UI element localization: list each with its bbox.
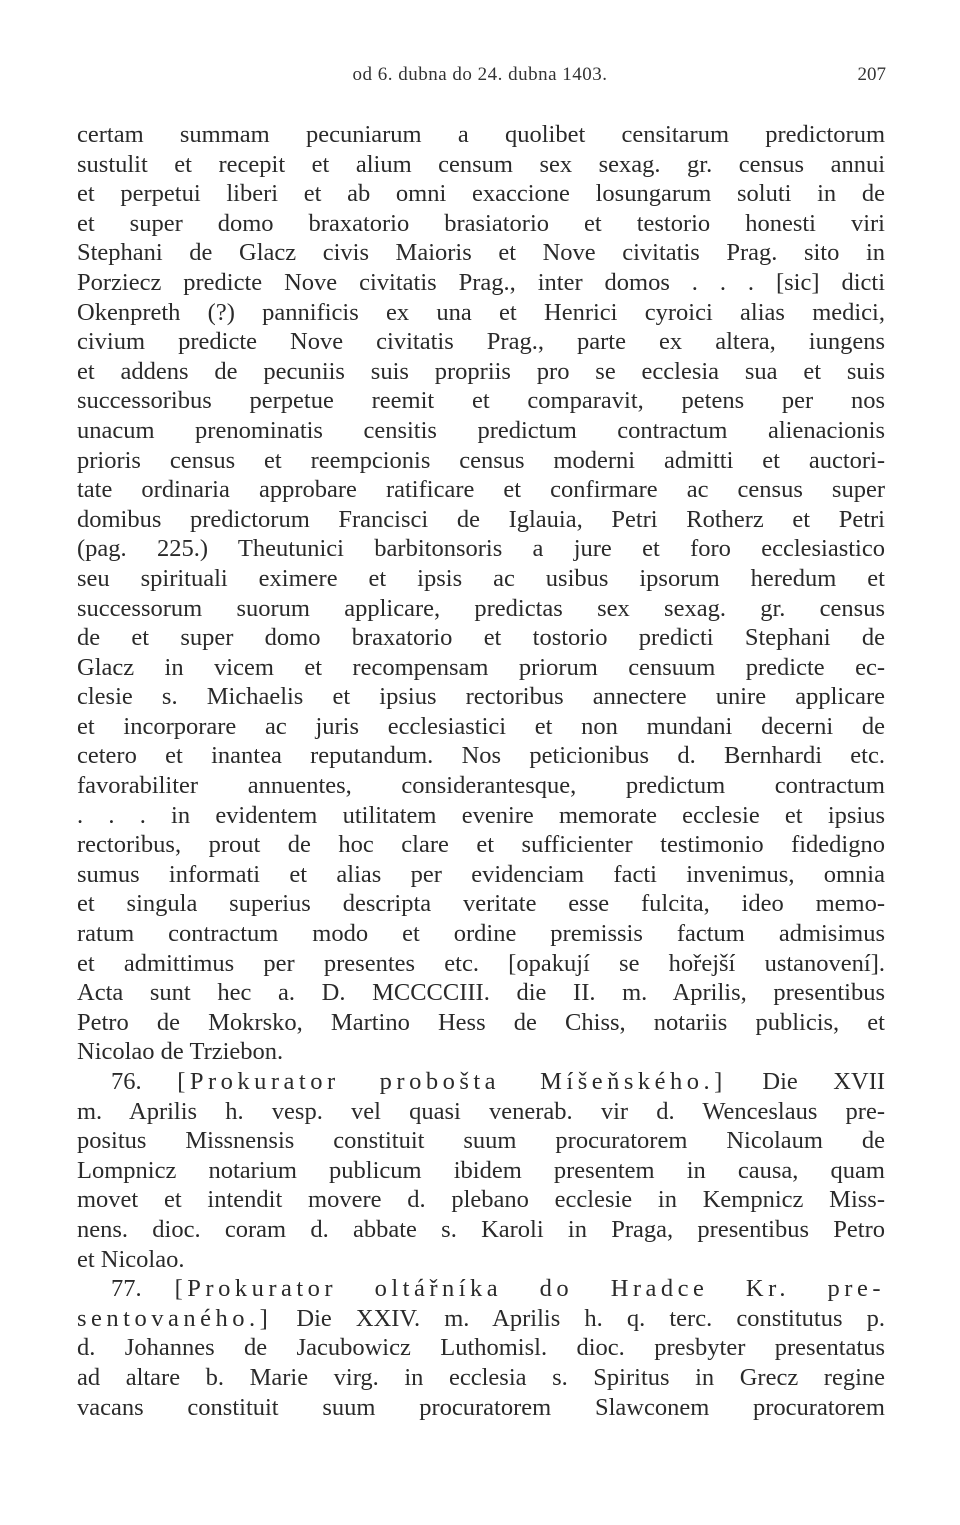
entry-77-line: vacans constituit suum procuratorem Slawconem procuratorem [77,1393,885,1421]
entry-76-heading: [Prokurator probošta Míšeňského.] [177,1068,727,1095]
running-header [0,64,960,94]
text-line: seu spirituali eximere et ipsis ac usibus ipsorum heredum et [77,564,885,592]
text-line: certam summam pecuniarum a quolibet censitarum predictorum [77,121,885,148]
text-line: de et super domo braxatorio et tostorio predicti Stephani de [77,624,885,652]
text-line: clesie s. Michaelis et ipsius rectoribus annectere unire applicare [77,683,885,711]
text-line: Glacz in vicem et recompensam priorum censuum predicte ec- [77,653,885,681]
entry-76-first-rest: Die XVII [762,1068,885,1095]
text-line: sustulit et recepit et alium censum sex sexag. gr. census annui [77,150,885,178]
text-line: ratum contractum modo et ordine premissis factum admisimus [77,920,885,948]
entry-76-line: movet et intendit movere d. plebano ecclesie in Kempnicz Miss- [77,1186,885,1214]
entry-76-number: 76. [111,1068,142,1095]
entry-77-line: d. Johannes de Jacubowicz Luthomisl. dioc. presbyter presentatus [77,1334,885,1362]
text-line: successoribus perpetue reemit et comparavit, petens per nos [77,387,885,415]
text-line: Nicolao de Trziebon. [77,1038,284,1066]
text-line: civium predicte Nove civitatis Prag., parte ex altera, iungens [77,328,885,356]
entry-77-line: ad altare b. Marie virg. in ecclesia s. Spiritus in Grecz regine [77,1363,885,1391]
text-line: Petro de Mokrsko, Martino Hess de Chiss, notariis publicis, et [77,1008,885,1036]
entry-77-heading-line-2 [77,1304,885,1334]
text-line: unacum prenominatis censitis predictum contractum alienacionis [77,416,885,444]
text-line: domibus predictorum Francisci de Iglauia, Petri Rotherz et Petri [77,505,885,533]
entry-76-line: m. Aprilis h. vesp. vel quasi venerab. vir d. Wenceslaus pre- [77,1097,885,1125]
text-line: favorabiliter annuentes, considerantesque, predictum contractum [77,772,885,800]
entry-76-line: positus Missnensis constituit suum procuratorem Nicolaum de [77,1127,885,1155]
text-line: Acta sunt hec a. D. MCCCCIII. die II. m. Aprilis, presentibus [77,979,885,1007]
text-line: sumus informati et alias per evidenciam facti invenimus, omnia [77,860,885,888]
text-line: et super domo braxatorio brasiatorio et testorio honesti viri [77,209,885,237]
text-line: et singula superius descripta veritate esse fulcita, ideo memo- [77,890,885,918]
text-line: successorum suorum applicare, predictas sex sexag. gr. census [77,594,885,622]
text-line: Stephani de Glacz civis Maioris et Nove civitatis Prag. sito in [77,239,885,267]
text-line: . . . in evidentem utilitatem evenire memorate ecclesie et ipsius [77,801,885,829]
text-line: rectoribus, prout de hoc clare et sufficienter testimonio fidedigno [77,831,885,859]
entry-77-heading-part1: [Prokurator oltářníka do Hradce Kr. pre- [174,1275,885,1303]
text-line: et admittimus per presentes etc. [opakují se hořejší ustanovení]. [77,949,885,977]
entry-76-line: Lompnicz notarium publicum ibidem presentem in causa, quam [77,1156,885,1184]
entry-77-first-rest: Die XXIV. m. Aprilis h. q. terc. constitutus p. [296,1304,885,1332]
text-line: et perpetui liberi et ab omni exaccione losungarum soluti in de [77,180,885,208]
entry-76-line: et Nicolao. [77,1245,185,1273]
text-line: tate ordinaria approbare ratificare et confirmare ac census super [77,476,885,504]
entry-77-number: 77. [111,1275,142,1303]
text-line: et addens de pecuniis suis propriis pro se ecclesia sua et suis [77,357,885,385]
running-title: od 6. dubna do 24. dubna 1403. [352,64,608,85]
text-line: (pag. 225.) Theutunici barbitonsoris a jure et foro ecclesiastico [77,535,885,563]
text-body [77,120,885,1422]
text-line: cetero et inantea reputandum. Nos peticionibus d. Bernhardi etc. [77,742,885,770]
text-line: et incorporare ac juris ecclesiastici et non mundani decerni de [77,712,885,740]
entry-76-line: nens. dioc. coram d. abbate s. Karoli in Praga, presentibus Petro [77,1215,885,1243]
page-number: 207 [857,64,886,85]
text-line: prioris census et reempcionis census moderni admitti et auctori- [77,446,885,474]
text-line: Okenpreth (?) pannificis ex una et Henrici cyroici alias medici, [77,298,885,326]
entry-77-heading-part2: sentovaného.] [77,1304,273,1332]
text-line: Porziecz predicte Nove civitatis Prag., inter domos . . . [sic] dicti [77,268,885,296]
entry-76-heading-line [77,1067,885,1097]
entry-77-heading-line [77,1274,885,1304]
